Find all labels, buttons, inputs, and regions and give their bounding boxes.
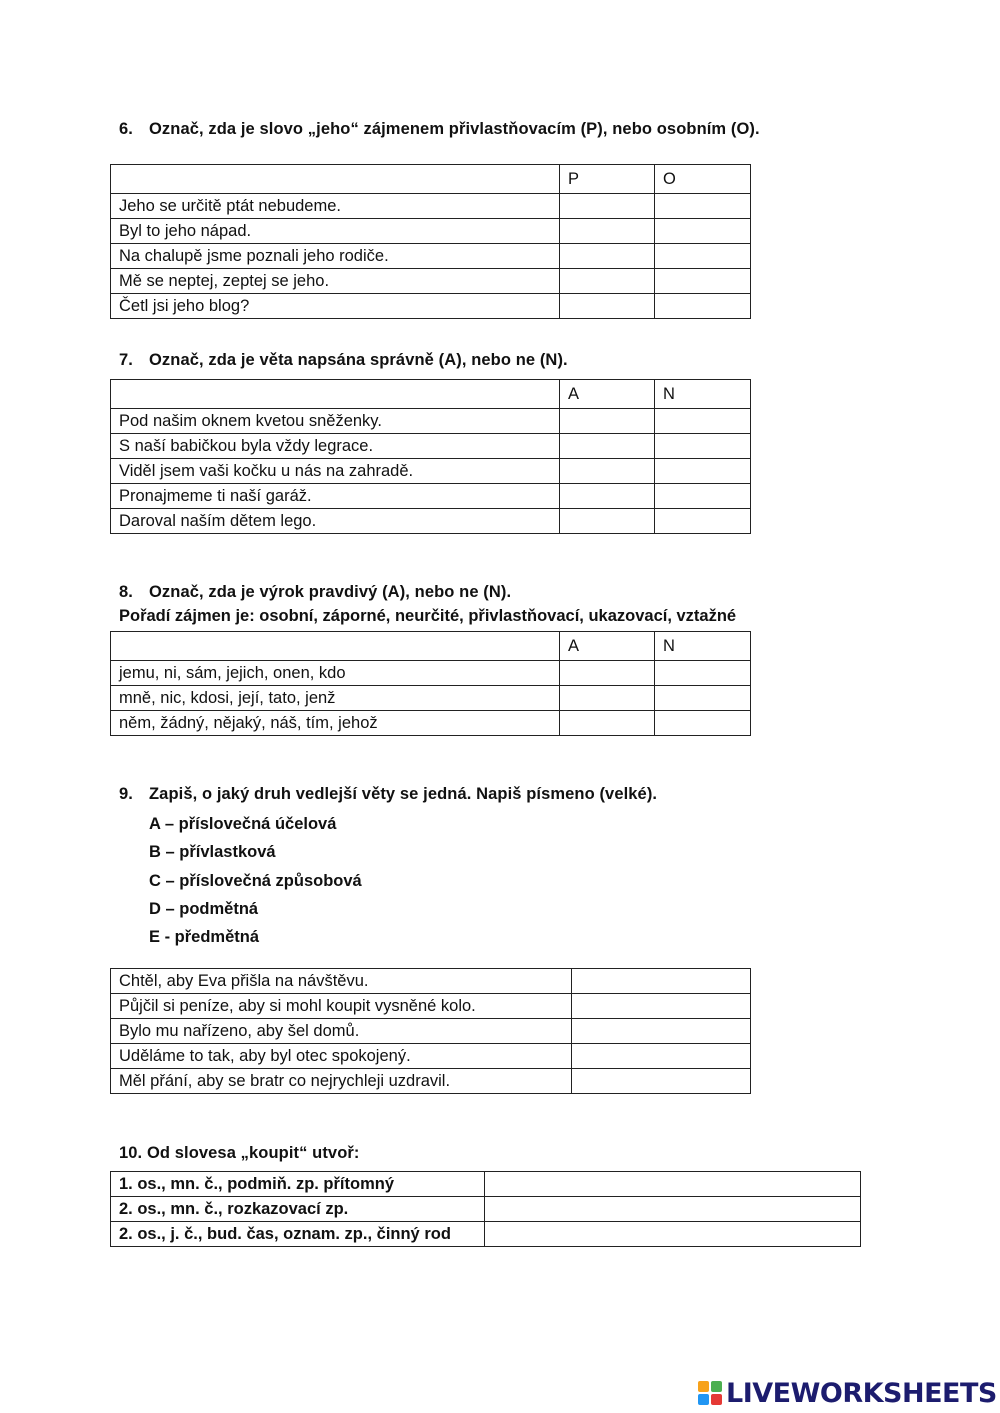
logo-text: LIVEWORKSHEETS — [726, 1377, 997, 1409]
logo-square — [698, 1394, 709, 1405]
answer-cell-p[interactable] — [560, 219, 655, 244]
answer-cell[interactable] — [572, 1069, 751, 1094]
answer-cell-a[interactable] — [560, 484, 655, 509]
table-row — [111, 1197, 861, 1222]
q6-number: 6. — [119, 120, 133, 138]
answer-cell-o[interactable] — [655, 294, 751, 319]
answer-cell-n[interactable] — [655, 661, 751, 686]
table-row — [111, 686, 751, 711]
q6-sentence: Jeho se určitě ptát nebudeme. — [111, 194, 560, 219]
q6-table — [110, 164, 751, 319]
table-row — [111, 509, 751, 534]
table-row — [111, 969, 751, 994]
answer-cell[interactable] — [485, 1172, 861, 1197]
q6-sentence: Na chalupě jsme poznali jeho rodiče. — [111, 244, 560, 269]
q7-sentence: Daroval naším dětem lego. — [111, 509, 560, 534]
liveworksheets-logo — [698, 1378, 997, 1408]
table-row — [111, 1019, 751, 1044]
q9-sentence: Bylo mu nařízeno, aby šel domů. — [111, 1019, 572, 1044]
q9-option: C – příslovečná způsobová — [149, 871, 362, 890]
table-row — [111, 269, 751, 294]
table-row — [111, 409, 751, 434]
q9-sentence: Půjčil si peníze, aby si mohl koupit vysněné kolo. — [111, 994, 572, 1019]
answer-cell-a[interactable] — [560, 459, 655, 484]
answer-cell-n[interactable] — [655, 459, 751, 484]
answer-cell[interactable] — [485, 1197, 861, 1222]
q7-heading — [119, 351, 568, 370]
answer-cell-p[interactable] — [560, 194, 655, 219]
q9-table — [110, 968, 751, 1094]
table-row — [111, 219, 751, 244]
answer-cell-o[interactable] — [655, 269, 751, 294]
q9-sentence: Měl přání, aby se bratr co nejrychleji uzdravil. — [111, 1069, 572, 1094]
table-row — [111, 1044, 751, 1069]
table-row — [111, 194, 751, 219]
q6-col-o: O — [655, 165, 751, 194]
q9-number: 9. — [119, 785, 133, 803]
q7-number: 7. — [119, 351, 133, 369]
logo-square — [698, 1381, 709, 1392]
table-row — [111, 244, 751, 269]
logo-mark-icon — [698, 1381, 722, 1405]
answer-cell-n[interactable] — [655, 686, 751, 711]
answer-cell-a[interactable] — [560, 661, 655, 686]
q9-sentence: Uděláme to tak, aby byl otec spokojený. — [111, 1044, 572, 1069]
q7-col-a: A — [560, 380, 655, 409]
q6-sentence: Byl to jeho nápad. — [111, 219, 560, 244]
logo-square — [711, 1394, 722, 1405]
q10-form-label: 2. os., mn. č., rozkazovací zp. — [111, 1197, 485, 1222]
q10-heading — [119, 1144, 360, 1163]
answer-cell-o[interactable] — [655, 219, 751, 244]
q8-col-a: A — [560, 632, 655, 661]
q7-header-blank — [111, 380, 560, 409]
table-row — [111, 711, 751, 736]
q10-title: Od slovesa „koupit“ utvoř: — [146, 1144, 360, 1162]
table-row — [111, 1222, 861, 1247]
q7-table — [110, 379, 751, 534]
q7-col-n: N — [655, 380, 751, 409]
q9-heading — [119, 785, 657, 804]
q7-title: Označ, zda je věta napsána správně (A), nebo ne (N). — [149, 351, 568, 369]
answer-cell-a[interactable] — [560, 711, 655, 736]
answer-cell-p[interactable] — [560, 269, 655, 294]
q9-sentence: Chtěl, aby Eva přišla na návštěvu. — [111, 969, 572, 994]
q8-table — [110, 631, 751, 736]
q8-title: Označ, zda je výrok pravdivý (A), nebo ne (N). — [149, 583, 512, 601]
answer-cell[interactable] — [485, 1222, 861, 1247]
q8-heading — [119, 583, 511, 602]
q9-option: D – podmětná — [149, 899, 259, 918]
q8-header-row — [111, 632, 751, 661]
q8-statement: něm, žádný, nějaký, náš, tím, jehož — [111, 711, 560, 736]
answer-cell[interactable] — [572, 969, 751, 994]
q6-heading — [119, 120, 760, 139]
q7-sentence: Pod našim oknem kvetou sněženky. — [111, 409, 560, 434]
q9-options — [149, 813, 362, 954]
q9-option: E - předmětná — [149, 928, 260, 947]
table-row — [111, 994, 751, 1019]
answer-cell[interactable] — [572, 994, 751, 1019]
answer-cell-o[interactable] — [655, 244, 751, 269]
q10-form-label: 1. os., mn. č., podmiň. zp. přítomný — [111, 1172, 485, 1197]
q9-option: B – přívlastková — [149, 843, 276, 862]
answer-cell-a[interactable] — [560, 686, 655, 711]
table-row — [111, 434, 751, 459]
table-row — [111, 459, 751, 484]
answer-cell[interactable] — [572, 1044, 751, 1069]
answer-cell-n[interactable] — [655, 509, 751, 534]
answer-cell-n[interactable] — [655, 409, 751, 434]
answer-cell-o[interactable] — [655, 194, 751, 219]
q8-statement: mně, nic, kdosi, její, tato, jenž — [111, 686, 560, 711]
answer-cell-n[interactable] — [655, 711, 751, 736]
q6-title: Označ, zda je slovo „jeho“ zájmenem přivlastňovacím (P), nebo osobním (O). — [149, 120, 760, 138]
q8-col-n: N — [655, 632, 751, 661]
answer-cell-a[interactable] — [560, 509, 655, 534]
q7-sentence: Viděl jsem vaši kočku u nás na zahradě. — [111, 459, 560, 484]
answer-cell[interactable] — [572, 1019, 751, 1044]
q6-header-row — [111, 165, 751, 194]
table-row — [111, 1172, 861, 1197]
table-row — [111, 1069, 751, 1094]
q10-table — [110, 1171, 861, 1247]
answer-cell-a[interactable] — [560, 409, 655, 434]
answer-cell-p[interactable] — [560, 294, 655, 319]
q7-header-row — [111, 380, 751, 409]
q6-col-p: P — [560, 165, 655, 194]
table-row — [111, 294, 751, 319]
table-row — [111, 484, 751, 509]
q7-sentence: S naší babičkou byla vždy legrace. — [111, 434, 560, 459]
q10-form-label: 2. os., j. č., bud. čas, oznam. zp., činný rod — [111, 1222, 485, 1247]
q6-sentence: Četl jsi jeho blog? — [111, 294, 560, 319]
logo-square — [711, 1381, 722, 1392]
answer-cell-n[interactable] — [655, 484, 751, 509]
q10-number: 10. — [119, 1144, 143, 1162]
q8-statement: jemu, ni, sám, jejich, onen, kdo — [111, 661, 560, 686]
q6-header-blank — [111, 165, 560, 194]
q8-header-blank — [111, 632, 560, 661]
answer-cell-a[interactable] — [560, 434, 655, 459]
q9-option: A – příslovečná účelová — [149, 815, 337, 833]
q8-number: 8. — [119, 583, 133, 601]
q6-sentence: Mě se neptej, zeptej se jeho. — [111, 269, 560, 294]
answer-cell-n[interactable] — [655, 434, 751, 459]
answer-cell-p[interactable] — [560, 244, 655, 269]
table-row — [111, 661, 751, 686]
q8-subtitle: Pořadí zájmen je: osobní, záporné, neurčité, přivlastňovací, ukazovací, vztažné — [119, 607, 737, 625]
q9-title: Zapiš, o jaký druh vedlejší věty se jedná. Napiš písmeno (velké). — [149, 785, 658, 803]
q7-sentence: Pronajmeme ti naší garáž. — [111, 484, 560, 509]
